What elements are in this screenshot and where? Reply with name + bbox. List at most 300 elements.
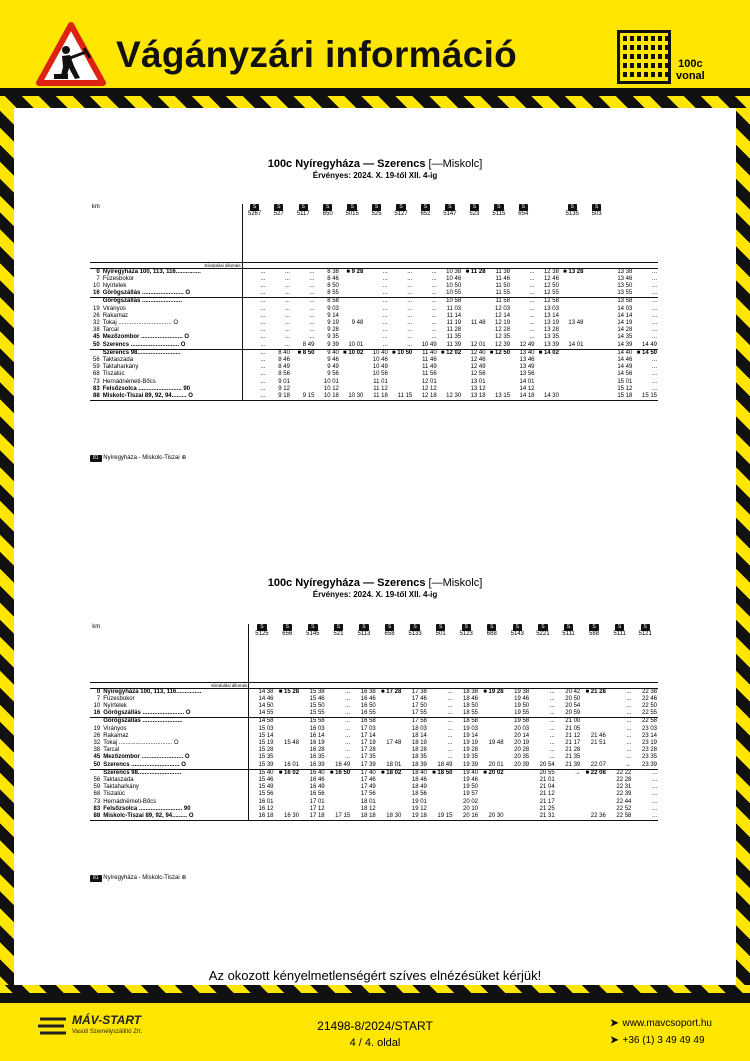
time-cell: ... (382, 312, 388, 319)
time-cell: 16 14 (309, 732, 325, 739)
time-cell: 16 38 (360, 688, 376, 695)
time-cell: 8 55 (327, 290, 339, 297)
time-cell: 12 01 (421, 378, 437, 385)
train-number: S 5117 (296, 204, 310, 218)
km-cell: 16 (93, 290, 100, 297)
time-cell: 12 56 (470, 371, 486, 378)
time-cell: ... (309, 334, 315, 341)
time-cell: 17 50 (411, 702, 427, 709)
time-cell (584, 371, 608, 378)
train-number: S 650 (322, 204, 333, 218)
timetable-row (90, 283, 658, 290)
footnote-text: Nyíregyháza - Miskolc-Tiszai (103, 875, 180, 881)
timetable-row (90, 320, 658, 327)
time-cell: ... (345, 695, 351, 702)
time-cell: ... (364, 298, 388, 306)
time-cell: 8 46 (278, 356, 290, 363)
time-cell: 12 01 (470, 341, 486, 348)
time-cell (581, 726, 607, 733)
time-cell (462, 283, 486, 290)
station-name: Rakamaz (102, 733, 249, 740)
station-name: Szerencs 98.......................... (102, 349, 242, 357)
time-cell: ... (260, 275, 266, 282)
time-cell: ... (407, 268, 413, 275)
time-cell: 14 12 (519, 385, 535, 392)
time-cell: 8 46 (327, 275, 339, 282)
time-cell: 18 18 (351, 813, 377, 821)
time-cell: 10 46 (372, 356, 388, 363)
time-cell (291, 386, 315, 393)
time-cell: 20 16 (453, 813, 479, 821)
arrow-icon: ➤ (610, 1035, 619, 1046)
time-cell: 10 38 (446, 268, 462, 275)
station-name: Felsőzsolca .......................... 90 (102, 386, 242, 393)
page-title: Vágányzári információ (116, 34, 518, 75)
time-cell: 17 01 (309, 798, 325, 805)
timetable-row (90, 777, 658, 784)
timetable-row (90, 276, 658, 283)
time-cell: 11 18 (364, 393, 388, 401)
time-cell (462, 306, 486, 313)
time-cell: ... (632, 769, 658, 777)
time-cell: 14 14 (617, 312, 633, 319)
time-cell: 12 35 (495, 334, 511, 341)
time-cell (275, 733, 301, 740)
time-cell: ... (345, 732, 351, 739)
time-cell (487, 379, 511, 386)
timetable-2 (90, 624, 658, 821)
qr-code-icon[interactable] (617, 30, 671, 84)
time-cell: 21 00 (556, 718, 582, 726)
time-cell: 22 55 (641, 710, 657, 717)
time-cell (487, 371, 511, 378)
station-name: Görögszállás ......................... O (102, 710, 249, 718)
time-cell: 18 55 (462, 710, 478, 717)
time-cell: ■ 19 28 (483, 688, 504, 695)
website-link[interactable]: www.mavcsoport.hu (622, 1018, 712, 1029)
time-cell: 10 30 (340, 393, 364, 401)
time-cell: ... (626, 754, 632, 761)
train-number: S 688 (486, 624, 497, 638)
time-cell: 16 55 (360, 710, 376, 717)
route-extension: [—Miskolc] (428, 158, 483, 170)
time-cell (584, 364, 608, 371)
time-cell: 22 36 (581, 813, 607, 821)
time-cell (389, 386, 413, 393)
time-cell: 15 50 (309, 702, 325, 709)
time-cell: 10 56 (372, 371, 388, 378)
time-cell: ... (309, 275, 315, 282)
time-cell: ... (407, 319, 413, 326)
time-cell: 19 38 (514, 688, 530, 695)
time-cell: 13 12 (470, 385, 486, 392)
station-name: Tokaj ................................ O (102, 740, 249, 747)
time-cell: ■ 18 02 (377, 769, 403, 777)
time-cell: ... (529, 327, 535, 334)
time-cell: ... (382, 341, 388, 348)
time-cell: ... (284, 334, 290, 341)
time-cell (479, 791, 505, 798)
time-cell: 8 49 (278, 364, 290, 371)
time-cell: 16 39 (309, 761, 325, 768)
time-cell: 12 18 (413, 393, 437, 401)
time-cell (584, 298, 608, 306)
time-cell: 21 35 (565, 754, 581, 761)
km-cell: 32 (93, 319, 100, 326)
timetable-row (90, 762, 658, 770)
time-cell: 18 12 (360, 805, 376, 812)
time-cell: 11 40 (413, 349, 437, 357)
time-cell: ... (651, 798, 657, 805)
time-cell: 19 03 (462, 725, 478, 732)
timetable-row (90, 290, 658, 298)
time-cell: 14 49 (641, 341, 657, 348)
time-cell (438, 371, 462, 378)
arrow-icon: ➤ (610, 1018, 619, 1029)
time-cell: ... (651, 784, 657, 791)
time-cell (377, 799, 403, 806)
time-cell: 19 58 (505, 718, 531, 726)
footer (0, 993, 750, 1061)
time-cell: ... (407, 312, 413, 319)
station-name: Miskolc-Tiszai 89, 92, 94......... O (102, 813, 249, 821)
time-cell: 17 12 (309, 805, 325, 812)
time-cell: ... (447, 739, 453, 746)
time-cell (560, 393, 584, 401)
time-cell: ... (284, 312, 290, 319)
website-row[interactable] (610, 1015, 712, 1032)
time-cell: 14 03 (617, 305, 633, 312)
time-cell: ... (549, 747, 555, 754)
station-name: Taktaharkány (102, 784, 249, 791)
time-cell: ... (651, 282, 657, 289)
time-cell: 15 03 (258, 725, 274, 732)
km-cell: 59 (93, 364, 100, 371)
time-cell: 12 38 (543, 268, 559, 275)
time-cell: 13 03 (543, 305, 559, 312)
time-cell: 15 28 (258, 747, 274, 754)
timetable-row (90, 349, 658, 357)
km-cell: 0 (96, 688, 101, 695)
time-cell: ... (260, 312, 266, 319)
time-cell: 21 25 (539, 805, 555, 812)
time-cell: ... (284, 268, 290, 275)
time-cell: 10 55 (446, 290, 462, 297)
timetable-row (90, 799, 658, 806)
time-cell (479, 718, 505, 726)
time-cell: 12 49 (519, 341, 535, 348)
time-cell: ... (345, 739, 351, 746)
time-cell: 11 14 (446, 312, 462, 319)
time-cell: 8 58 (315, 298, 339, 306)
time-cell: ... (447, 747, 453, 754)
time-cell: ... (607, 718, 633, 726)
train-number: S 5115 (492, 204, 506, 218)
time-cell: 16 35 (309, 754, 325, 761)
time-cell: 20 54 (539, 761, 555, 768)
time-cell (560, 386, 584, 393)
time-cell (581, 754, 607, 761)
time-cell: 16 49 (309, 784, 325, 791)
time-cell: 15 39 (258, 761, 274, 768)
time-cell (560, 298, 584, 306)
time-cell (291, 357, 315, 364)
time-cell: ... (651, 312, 657, 319)
time-cell (584, 306, 608, 313)
km-cell: 45 (93, 754, 101, 761)
time-cell: ■ 11 28 (465, 268, 486, 275)
time-cell: 11 39 (446, 341, 462, 348)
station-name: Füzesbokor (102, 696, 249, 703)
time-cell: ... (382, 327, 388, 334)
train-number: S 5123 (459, 624, 473, 638)
km-cell: 26 (93, 732, 101, 739)
time-cell: 19 50 (462, 784, 478, 791)
time-cell (462, 276, 486, 283)
time-cell (377, 703, 403, 710)
time-cell: ... (382, 319, 388, 326)
time-cell: 22 46 (641, 695, 657, 702)
time-cell: 20 02 (462, 798, 478, 805)
time-cell (377, 784, 403, 791)
time-cell (581, 747, 607, 754)
time-cell: ... (431, 268, 437, 275)
time-cell: 16 46 (360, 695, 376, 702)
time-cell (584, 334, 608, 341)
station-name: Virányos (102, 306, 242, 313)
time-cell (505, 777, 531, 784)
km-cell: 88 (90, 393, 102, 401)
time-cell (438, 357, 462, 364)
time-cell (291, 379, 315, 386)
time-cell (340, 290, 364, 298)
time-cell: ... (626, 732, 632, 739)
time-cell (275, 726, 301, 733)
time-cell: ■ 21 28 (585, 688, 606, 695)
time-cell: 17 46 (360, 776, 376, 783)
time-cell (560, 283, 584, 290)
time-cell: ... (626, 710, 632, 717)
time-cell (581, 710, 607, 718)
station-name: Virányos (102, 726, 249, 733)
timetable-row (90, 696, 658, 703)
time-cell: 23 28 (641, 747, 657, 754)
km-cell: 68 (93, 371, 100, 378)
time-cell: 22 38 (641, 688, 657, 695)
time-cell (584, 268, 608, 276)
timetable-row (90, 298, 658, 306)
km-cell: 38 (93, 747, 101, 754)
time-cell: 8 56 (278, 371, 290, 378)
roadwork-warning-icon (36, 22, 106, 86)
header (0, 0, 750, 98)
time-cell: 11 48 (471, 319, 486, 326)
time-cell: ... (242, 298, 266, 306)
time-cell: 14 58 (249, 718, 275, 726)
time-cell (560, 313, 584, 320)
time-cell: 13 28 (543, 327, 559, 334)
time-cell (581, 806, 607, 813)
time-cell: 16 12 (258, 805, 274, 812)
station-header (102, 204, 242, 262)
time-cell: ... (529, 334, 535, 341)
time-cell: ... (382, 268, 388, 275)
time-cell: 23 14 (641, 732, 657, 739)
time-cell: 9 35 (327, 334, 339, 341)
time-cell (560, 334, 584, 341)
time-cell: 11 50 (495, 282, 511, 289)
time-cell: ... (242, 349, 266, 357)
time-cell: 19 12 (411, 805, 427, 812)
time-cell: 13 46 (617, 275, 633, 282)
timetable-row (90, 371, 658, 378)
time-cell: ... (309, 268, 315, 275)
time-cell: 14 55 (258, 710, 274, 717)
time-cell (584, 349, 608, 357)
time-cell: 16 56 (309, 791, 325, 798)
station-name: Tarcal (102, 747, 249, 754)
km-cell: 7 (96, 275, 100, 282)
time-cell: ... (431, 312, 437, 319)
km-cell: 26 (93, 312, 100, 319)
time-cell: 17 18 (300, 813, 326, 821)
time-cell: ... (345, 754, 351, 761)
km-cell: 73 (93, 378, 100, 385)
time-cell: 9 12 (278, 385, 290, 392)
time-cell: 15 58 (300, 718, 326, 726)
time-cell: ... (345, 747, 351, 754)
time-cell: 17 28 (360, 747, 376, 754)
time-cell: 15 56 (258, 791, 274, 798)
train-number (536, 204, 560, 262)
km-cell: 19 (93, 305, 100, 312)
time-cell: ... (511, 298, 535, 306)
time-cell: ... (284, 282, 290, 289)
time-cell: ... (626, 695, 632, 702)
time-cell: ... (549, 754, 555, 761)
train-number: S 5121 (638, 624, 652, 638)
train-number: S 5133 (408, 624, 422, 638)
time-cell: 15 46 (258, 776, 274, 783)
time-cell: ... (549, 725, 555, 732)
time-cell: 12 50 (543, 282, 559, 289)
km-cell: 73 (93, 798, 101, 805)
time-cell: 22 44 (616, 798, 632, 805)
time-cell (275, 777, 301, 784)
time-cell: ■ 18 50 (428, 769, 454, 777)
time-cell: 11 15 (389, 393, 413, 401)
footnote-badge: 81 (90, 455, 102, 462)
time-cell: 22 07 (590, 761, 606, 768)
time-cell (326, 806, 352, 813)
train-number (609, 204, 633, 262)
time-cell (275, 703, 301, 710)
station-header (102, 624, 249, 682)
time-cell: 10 46 (446, 275, 462, 282)
km-cell: 10 (93, 702, 101, 709)
time-cell (487, 386, 511, 393)
km-cell: 59 (93, 784, 101, 791)
time-cell (556, 777, 582, 784)
time-cell: ■ 17 28 (381, 688, 402, 695)
time-cell: 10 58 (438, 298, 462, 306)
time-cell: 23 39 (641, 761, 657, 768)
time-cell: ... (651, 356, 657, 363)
time-cell: 20 10 (462, 805, 478, 812)
time-cell: 15 49 (258, 784, 274, 791)
time-cell: ... (626, 725, 632, 732)
time-cell: 10 49 (421, 341, 437, 348)
time-cell: 15 48 (284, 739, 300, 746)
timetable-row (90, 703, 658, 710)
time-cell (377, 696, 403, 703)
time-cell: ... (651, 371, 657, 378)
time-cell: 19 46 (514, 695, 530, 702)
time-cell (428, 791, 454, 798)
time-cell: ... (260, 341, 266, 348)
time-cell: 13 58 (609, 298, 633, 306)
time-cell: ... (626, 747, 632, 754)
time-cell: ... (260, 371, 266, 378)
route-extension: [—Miskolc] (428, 577, 483, 589)
time-cell: ... (345, 688, 351, 695)
time-cell: 14 18 (511, 393, 535, 401)
time-cell: ... (626, 688, 632, 695)
time-cell: 16 49 (335, 761, 351, 768)
time-cell: ... (291, 298, 315, 306)
time-cell: ... (651, 268, 657, 275)
timetable-2-title (0, 577, 750, 601)
phone-number: +36 (1) 3 49 49 49 (622, 1035, 705, 1046)
time-cell: ... (260, 364, 266, 371)
time-cell: ... (431, 305, 437, 312)
time-cell: ... (549, 710, 555, 717)
time-cell: 8 49 (302, 341, 315, 348)
time-cell: 16 40 (300, 769, 326, 777)
time-cell: 18 35 (411, 754, 427, 761)
time-cell: 13 48 (568, 319, 584, 326)
time-cell: 21 05 (565, 725, 581, 732)
route-name: 100c Nyíregyháza — Szerencs (267, 158, 429, 170)
time-cell: 21 51 (590, 739, 606, 746)
time-cell: 17 40 (351, 769, 377, 777)
time-cell: 17 15 (326, 813, 352, 821)
time-cell (560, 371, 584, 378)
time-cell: ... (309, 312, 315, 319)
train-number: S 501 (435, 624, 446, 638)
time-cell (584, 357, 608, 364)
time-cell: 19 46 (462, 776, 478, 783)
time-cell (340, 386, 364, 393)
time-cell (584, 313, 608, 320)
time-cell: 20 55 (530, 769, 556, 777)
timetable-row (90, 313, 658, 320)
time-cell (462, 334, 486, 341)
time-cell: ... (309, 305, 315, 312)
km-cell: 56 (93, 356, 100, 363)
time-cell: ... (651, 327, 657, 334)
time-cell: 12 03 (495, 305, 511, 312)
time-cell: 9 18 (267, 393, 291, 401)
time-cell: 8 40 (267, 349, 291, 357)
time-cell: ... (260, 385, 266, 392)
station-name: Taktaszada (102, 777, 249, 784)
time-cell (340, 334, 364, 341)
time-cell (536, 379, 560, 386)
train-number: S 527 (273, 204, 284, 218)
header-stripe (0, 96, 750, 108)
time-cell: ... (447, 695, 453, 702)
